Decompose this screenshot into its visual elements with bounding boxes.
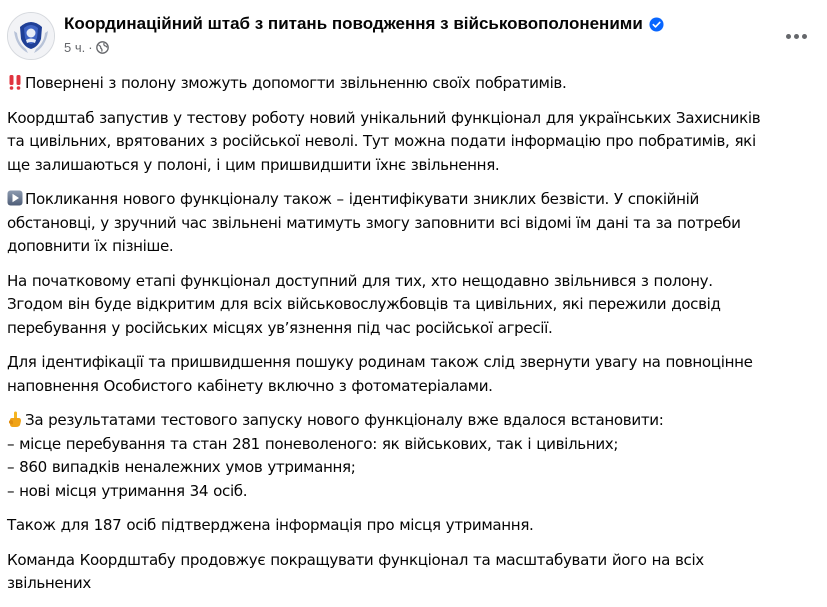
- post-paragraph-3: [7, 188, 817, 259]
- more-options-icon-dot: [794, 34, 799, 39]
- more-options-icon: [786, 34, 791, 39]
- post-line: Згодом він буде відкритим для всіх військовослужбовців та цивільних, які пережили досвід: [7, 295, 721, 313]
- post-text: За результатами тестового запуску нового функціоналу вже вдалося встановити:: [25, 411, 664, 429]
- emblem-icon: [8, 13, 54, 59]
- meta-separator: ·: [88, 40, 93, 55]
- post-paragraph-8: [7, 549, 817, 596]
- post-line: Для ідентифікації та пришвидшення пошуку родинам також слід звернути увагу на повноцінне: [7, 353, 753, 371]
- post-paragraph-4: [7, 270, 817, 341]
- post-line: [7, 409, 817, 433]
- page-name-link[interactable]: [64, 14, 664, 34]
- page-name[interactable]: Координаційний штаб з питань поводження з військовополоненими: [64, 14, 643, 33]
- play-button-icon: [7, 190, 23, 206]
- post-line: – місце перебування та стан 281 поневоленого: як військових, так і цивільних;: [7, 434, 619, 453]
- post-line: Коордштаб запустив у тестову роботу новий унікальний функціонал для українських Захисників: [7, 108, 761, 127]
- post-line: – 860 випадків неналежних умов утримання;: [7, 458, 356, 476]
- post-line: доповнити їх пізніше.: [7, 237, 174, 255]
- post-line: обстановці, у зручний час звільнені матимуть змогу заповнити всі відомі їм дані та за потреби: [7, 213, 741, 232]
- globe-icon[interactable]: [96, 41, 109, 54]
- post-paragraph-6: [7, 409, 817, 503]
- post-paragraph-7: [7, 514, 817, 538]
- post-text: Повернені з полону зможуть допомогти звільненню своїх побратимів.: [25, 74, 567, 92]
- post-line: На початковому етапі функціонал доступний для тих, хто нещодавно звільнився з полону.: [7, 271, 713, 290]
- post-line: [7, 72, 817, 96]
- post-body: [7, 72, 817, 607]
- double-exclamation-icon: [7, 74, 23, 90]
- page-avatar[interactable]: [7, 12, 55, 60]
- post-time[interactable]: 5 ч.: [64, 40, 86, 55]
- post-line: [7, 188, 817, 212]
- post-line: перебування у російських місцях ув’язнення під час російської агресії.: [7, 318, 553, 337]
- post-line: наповнення Особистого кабінету включно з фотоматеріалами.: [7, 376, 493, 395]
- pointing-up-icon: [7, 411, 23, 427]
- post-line: звільнених: [7, 574, 91, 592]
- more-options-icon-dot: [802, 34, 807, 39]
- post-text: Покликання нового функціоналу також – ідентифікувати зниклих безвісти. У спокійній: [25, 190, 699, 208]
- post-line: Команда Коордштабу продовжує покращувати функціонал та масштабувати його на всіх: [7, 550, 704, 569]
- post-paragraph-2: [7, 107, 817, 178]
- post-meta: [64, 40, 109, 55]
- post-line: – нові місця утримання 34 осіб.: [7, 481, 248, 500]
- post-paragraph-1: [7, 72, 817, 96]
- post-paragraph-5: [7, 351, 817, 398]
- verified-badge-icon: [649, 17, 664, 32]
- post-line: та цивільних, врятованих з російської неволі. Тут можна подати інформацію про побратимів, які: [7, 132, 756, 150]
- more-options-button[interactable]: [776, 22, 816, 50]
- post-line: Також для 187 осіб підтверджена інформація про місця утримання.: [7, 516, 534, 534]
- post-line: ще залишаються у полоні, і цим пришвидшити їхнє звільнення.: [7, 155, 500, 174]
- post-header: [0, 0, 827, 66]
